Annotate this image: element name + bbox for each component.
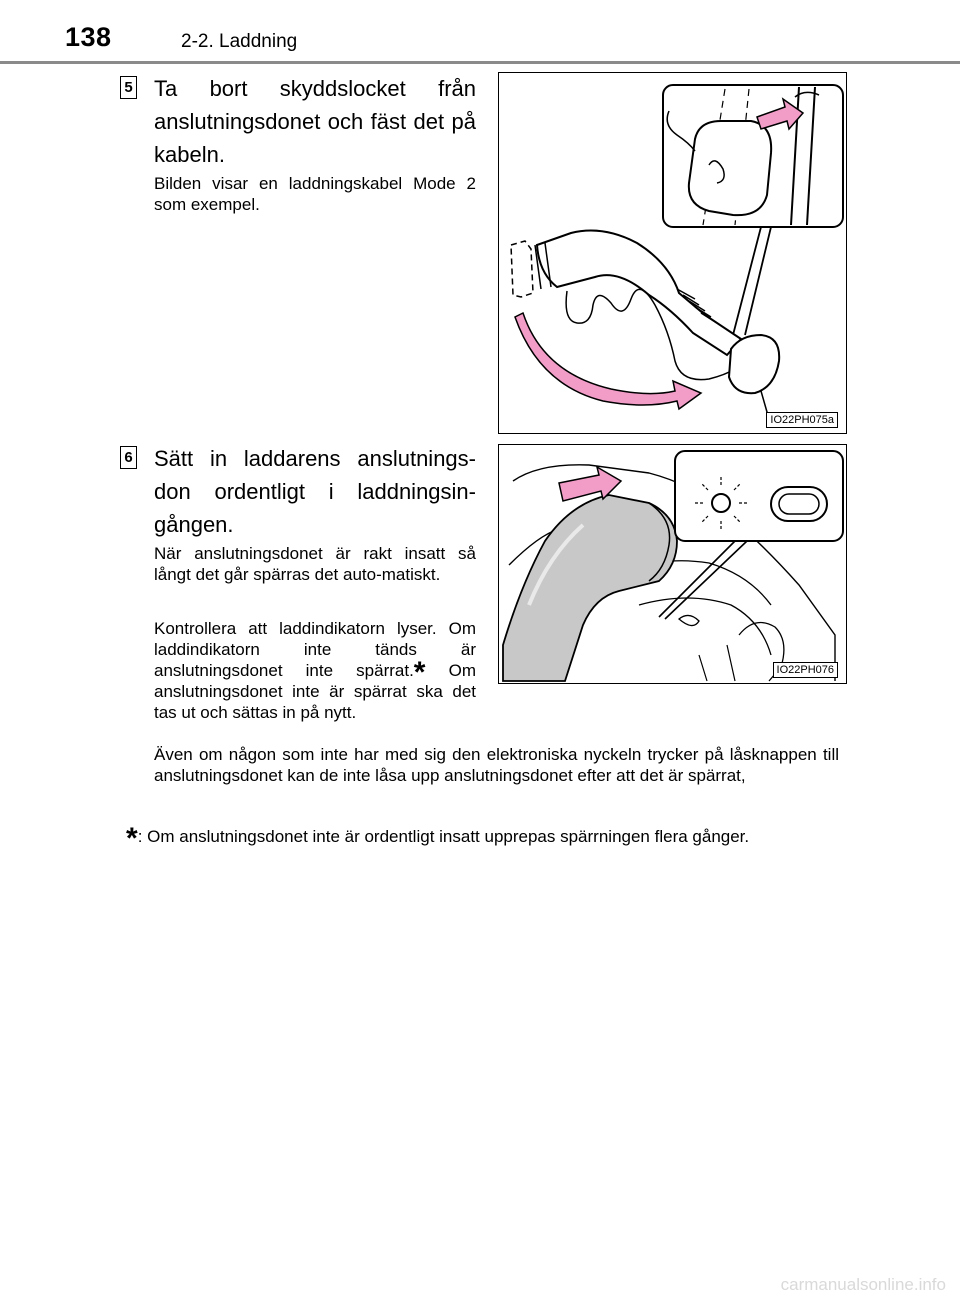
header-rule xyxy=(0,61,960,64)
connector-insert-illustration xyxy=(499,445,846,683)
watermark-url: carmanualsonline.info xyxy=(780,1275,946,1294)
step-6-note-1: När anslutningsdonet är rakt insatt så långt det går spärras det auto-matiskt. xyxy=(154,544,476,584)
footnote-ref-asterisk: * xyxy=(413,656,426,689)
section-title: 2-2. Laddning xyxy=(181,31,298,52)
step-5-note: Bilden visar en laddningskabel Mode 2 som exempel. xyxy=(154,174,476,214)
step-6-note-2 xyxy=(154,618,476,723)
figure-code-5: IO22PH075a xyxy=(766,412,838,428)
figure-code-6: IO22PH076 xyxy=(773,662,838,678)
page-number: 138 xyxy=(65,22,112,52)
figure-inserting-connector xyxy=(498,444,847,684)
step-5-heading: Ta bort skyddslocket från anslutningsdonet och fäst det på kabeln. xyxy=(154,76,476,167)
step-6-note-2-continuation: Om anslutningsdonet inte är spärrat ska det tas ut och sättas in på nytt. xyxy=(154,661,476,722)
cable-cap-illustration xyxy=(499,73,846,433)
footnote-asterisk: * xyxy=(126,822,138,855)
footnote xyxy=(126,822,839,855)
locking-info-paragraph: Även om någon som inte har med sig den elektroniska nyckeln trycker på låsknappen till anslutningsdonet kan de inte låsa upp anslutningsdonet efter att det är spärrat, xyxy=(154,745,839,785)
figure-charging-cable-cap xyxy=(498,72,847,434)
step-6-note-2-text: Kontrollera att laddindikatorn lyser. Om laddindikatorn inte tänds är anslutningsdonet inte spärrat. xyxy=(154,619,476,680)
step-number-5: 5 xyxy=(120,76,137,99)
step-number-6: 6 xyxy=(120,446,137,469)
footnote-text: : Om anslutningsdonet inte är ordentligt insatt upprepas spärrningen flera gånger. xyxy=(137,827,750,846)
step-6-heading: Sätt in laddarens anslutnings-don ordentligt i laddningsin-gången. xyxy=(154,446,476,537)
